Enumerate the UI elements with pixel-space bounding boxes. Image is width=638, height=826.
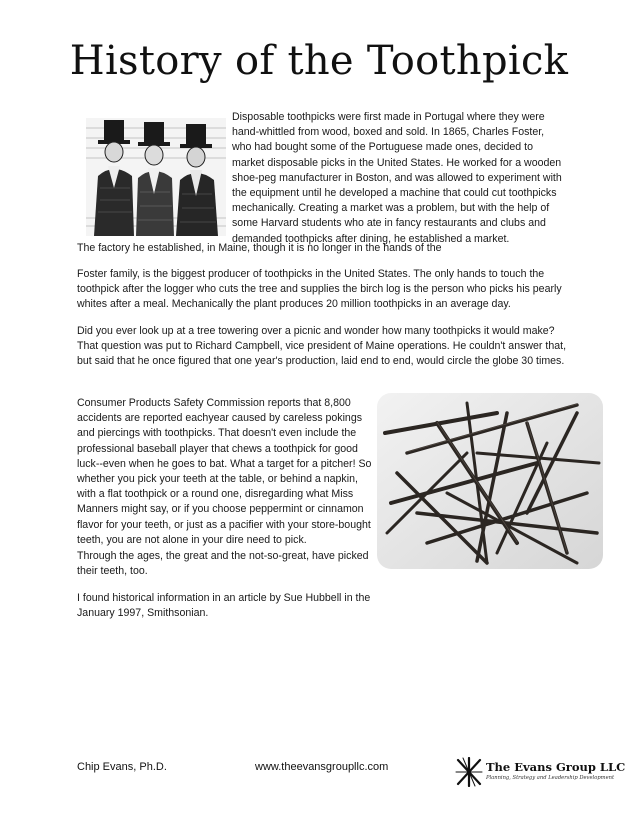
logo-tagline: Planning, Strategy and Leadership Development	[486, 775, 615, 781]
footer-author: Chip Evans, Ph.D.	[77, 761, 167, 773]
paragraph-tree-question: Did you ever look up at a tree towering over a picnic and wonder how many toothpicks it would make? That question was put to Richard Campbell, vice president of Maine operations. He couldn't answer that, but said that he once figured that one year's production, laid end to end, would circle the globe 30 times.	[77, 325, 567, 368]
paragraph-intro-continued: The factory he established, in Maine, though it is no longer in the hands of the	[77, 242, 442, 254]
toothpicks-photo	[377, 393, 603, 569]
document-title: History of the Toothpick	[69, 38, 569, 84]
top-hat-gentlemen-illustration	[86, 118, 226, 236]
paragraph-source: I found historical information in an article by Sue Hubbell in the January 1997, Smithsonian.	[77, 592, 371, 620]
footer-website[interactable]: www.theevansgroupllc.com	[255, 761, 389, 773]
star-burst-icon	[455, 757, 483, 787]
paragraph-intro: Disposable toothpicks were first made in Portugal where they were hand-whittled from wood, boxed and sold. In 1865, Charles Foster, who had bought some of the Portuguese made ones, decided to market disposable picks in the United States. He worked for a wooden shoe-peg manufacturer in Boston, and was allowed to experiment with the equipment until he developed a machine that could cut toothpicks mechanically. Creating a market was a problem, but with the help of some Harvard students who ate in fancy restaurants and clubs and demanded toothpicks after dining, he established a market.	[232, 111, 562, 245]
paragraph-foster-family: Foster family, is the biggest producer of toothpicks in the United States. The only hands to touch the toothpick after the logger who cuts the tree and supplies the birch log is the person who picks his pearly whites after a meal. Mechanically the plant produces 20 million toothpicks in an average day.	[77, 268, 562, 311]
company-logo	[455, 755, 626, 789]
logo-company-name: The Evans Group LLC	[486, 760, 626, 774]
paragraph-safety: Consumer Products Safety Commission reports that 8,800 accidents are reported eachyear caused by careless pokings and piercings with toothpicks. That doesn't even include the professional baseball player that chews a toothpick for good luck--even when he goes to bat. What a target for a pitcher! So whether you pick your teeth at the table, or behind a napkin, with a flat toothpick or a round one, disregarding what Miss Manners might say, or if you choose peppermint or cinnamon flavor for your teeth, or just as a pacifier with your store-bought teeth, you are not alone in your dire need to pick.	[77, 397, 372, 546]
paragraph-ages: Through the ages, the great and the not-so-great, have picked their teeth, too.	[77, 550, 369, 578]
